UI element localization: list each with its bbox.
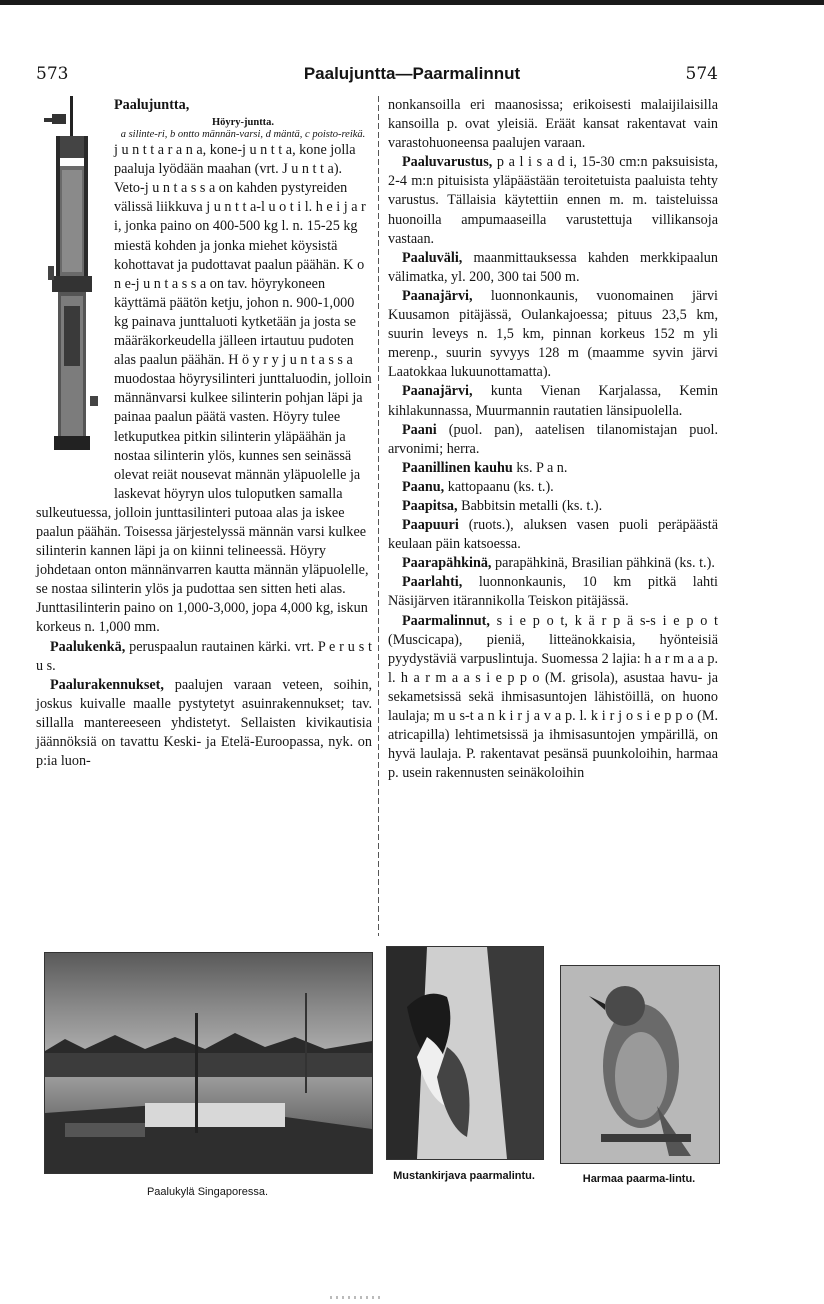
entry-text: (puol. pan), aatelisen tilanomistajan puol. arvonimi; herra. [388, 421, 718, 457]
entry-term: Paalukenkä, [50, 638, 126, 655]
stilt-village-photo [44, 952, 373, 1174]
entry-text: ks. P a n. [512, 459, 568, 476]
entry-paanajarvi-lake [388, 287, 718, 382]
entry-paanu [388, 478, 718, 497]
pied-flycatcher-photo [386, 946, 544, 1160]
entry-paarapahkina [388, 554, 718, 573]
figure-caption-title: Höyry-juntta. [211, 117, 275, 129]
entry-text: peruspaalun rautainen kärki. vrt. P e r u s t u s. [36, 638, 372, 674]
entry-term: Paapuuri [402, 517, 459, 534]
entry-term: Paapitsa, [402, 497, 458, 514]
entry-term: Paalurakennukset, [50, 676, 164, 693]
entry-term: Paalujuntta, [114, 97, 190, 113]
spotted-flycatcher-caption: Harmaa paarma-lintu. [582, 1173, 696, 1185]
entry-term: Paaluvarustus, [402, 154, 493, 171]
entry-term: Paanu, [402, 478, 445, 495]
right-column [388, 96, 718, 783]
entry-paaluvali [388, 249, 718, 287]
stilt-village-caption: Paalukylä Singaporessa. [146, 1186, 269, 1198]
entry-paanajarvi-municipality [388, 382, 718, 420]
entry-paalujuntta [36, 96, 372, 115]
entry-text: p a l i s a d i, 15-30 cm:n paksuisista, 2-4 m:n pituisista yläpäästään teroitetuista paaluista tehty varustus. Tällaisia käytettiin ennen m. m. taisteluissa huonoilla ampumaaseilla varustettuja villikansoja vastaan. [388, 154, 718, 247]
entry-text: (ruots.), aluksen vasen puoli peräpäästä keulaan päin katsoessa. [388, 517, 718, 553]
entry-term: Paanajärvi, [402, 287, 473, 304]
left-page-number: 573 [36, 64, 69, 84]
entry-paani [388, 421, 718, 459]
entry-paaluvarustus [388, 153, 718, 248]
entry-paapitsa [388, 497, 718, 516]
entry-paalurakennukset [36, 676, 372, 771]
entry-continuation: nonkansoilla eri maanosissa; erikoisesti malaijilaisilla kansoilla p. ovat yleisiä. Eräät kansat rakentavat vain varastohuoneensa paalujen varaan. [388, 97, 718, 152]
entry-term: Paarapähkinä, [402, 555, 492, 572]
entry-text: s i e p o t, k ä r p ä s-s i e p o t (Muscicapa), pieniä, litteänokkaisia, hyönteisiä pyydystäviä varpuslintuja. Suomessa 2 lajia: h a r m a a p. l. h a r m a a s i e p p o (M. grisola), asustaa havu- ja sekametsissä sekä ihmisasuntojen lähistöillä, on huono laulaja; m u s-t a n k i r j a v a p. l. k i r j o s i e p p o (M. atricapilla) lehtimetsissä ja ihmisasuntojen ympärillä, on hyvä laulaja. P. rakentavat pesänsä puunkoloihin, harmaa p. usein rakennusten seinäkoloihin [388, 612, 718, 782]
entry-text: luonnonkaunis, vuonomainen järvi Kuusamon pitäjässä, Oulankajoessa; pituus 23,5 km, suurin leveys n. 1,5 km, pinnan korkeus 152 m yli merenp., suurin syvyys 128 m (maamme syvin järvi Laatokkaa lukuunottamatta). [388, 287, 718, 381]
entry-paalukenka [36, 638, 372, 676]
entry-term: Paarmalinnut, [402, 612, 490, 629]
right-page-number: 574 [685, 64, 718, 84]
figure-caption-parts: a silinte-ri, b ontto männän-varsi, d mäntä, c poisto-reikä. [120, 129, 366, 141]
entry-text: Babbitsin metalli (ks. t.). [457, 497, 603, 514]
entry-term: Paaluväli, [402, 249, 463, 266]
spotted-flycatcher-image [561, 966, 719, 1163]
entry-term: Paanillinen kauhu [402, 459, 513, 476]
column-divider [378, 96, 379, 936]
entry-text: kattopaanu (ks. t.). [444, 478, 554, 495]
entry-text: kunta Vienan Karjalassa, Kemin kihlakunnassa, Muurmannin rautatien länsipuolella. [388, 383, 718, 419]
entry-term: Paani [402, 421, 437, 438]
entry-term: Paarlahti, [402, 574, 463, 591]
pied-flycatcher-caption: Mustankirjava paarmalintu. [393, 1170, 535, 1182]
entry-text: luonnonkaunis, 10 km pitkä lahti Näsijärven itärannikolla Teiskon pitäjässä. [388, 574, 718, 610]
entry-text: j u n t t a r a n a, kone-j u n t t a, kone jolla paaluja lyödään maahan (vrt. J u n t t a). Veto-j u n t a s s a on kahden pystyreiden välissä liikkuva j u n t t a-l u o t i l. h e i j a r i, jonka paino on 400-500 kg l. n. 15-25 kg miestä kohden ja jonka miehet köysistä kohottavat ja pudottavat paalun päähän. K o n e-j u n t a s s a on tav. höyrykoneen käyttämä päätön ketju, johon n. 900-1,000 kg painava junttaluoti kytketään ja josta se määräkorkeudella jälleen irtautuu pudoten alas paalun päähän. H ö y r y j u n t a s s a muodostaa höyrysilinteri junttaluodin, jolloin männänvarsi kulkee silinterin pohjan läpi ja painaa paalun päätä vasten. Höyry tulee letkuputkea pitkin silinterin yläpäähän ja nostaa silinterin ylös, kunnes sen seinässä olevat reiät nousevat männän yläpuolelle ja laskevat höyryn ulos tuloputken samalla sulkeutuessa, jolloin junttasilinteri putoaa alas ja iskee paalun päähän. Toisessa järjestelyssä männän varsi kulkee silinterin kannen läpi ja on kiinni telineessä. Höyry johdetaan onton männänvarren kautta männän yläpuolelle, se nostaa silinterin ylös ja pudottaa sen sitten heti alas. Junttasilinterin paino on 1,000-3,000, jopa 4,000 kg, iskun korkeus n. 1,000 mm. [36, 142, 372, 636]
left-column [36, 96, 372, 771]
entry-paanillinen-kauhu [388, 459, 718, 478]
entry-paarlahti [388, 573, 718, 611]
entry-text: paalujen varaan veteen, soihin, joskus kuivalle maalle pystytetyt asuinrakennukset; tav. sillalla mantereeseen yhdistetyt. Sellaisten kivikautisia jäännöksiä on tavattu Keski- ja Etelä-Euroopassa, nyk. on p:ia luon- [36, 676, 372, 770]
steam-hammer-illustration [34, 96, 108, 456]
steam-pile-driver-figure [34, 96, 108, 496]
stilt-village-image [45, 953, 372, 1173]
entry-text: maanmittauksessa kahden merkkipaalun välimatka, yl. 200, 300 tai 500 m. [388, 249, 718, 285]
entry-paarmalinnut [388, 612, 718, 784]
scan-artifact [330, 1296, 380, 1299]
entry-paapuuri [388, 516, 718, 554]
spotted-flycatcher-photo [560, 965, 720, 1164]
entry-text: parapähkinä, Brasilian pähkinä (ks. t.). [491, 555, 715, 572]
running-head: Paalujuntta—Paarmalinnut [303, 64, 521, 83]
page-top-border [0, 0, 824, 5]
pied-flycatcher-image [387, 947, 543, 1159]
entry-term: Paanajärvi, [402, 383, 473, 400]
